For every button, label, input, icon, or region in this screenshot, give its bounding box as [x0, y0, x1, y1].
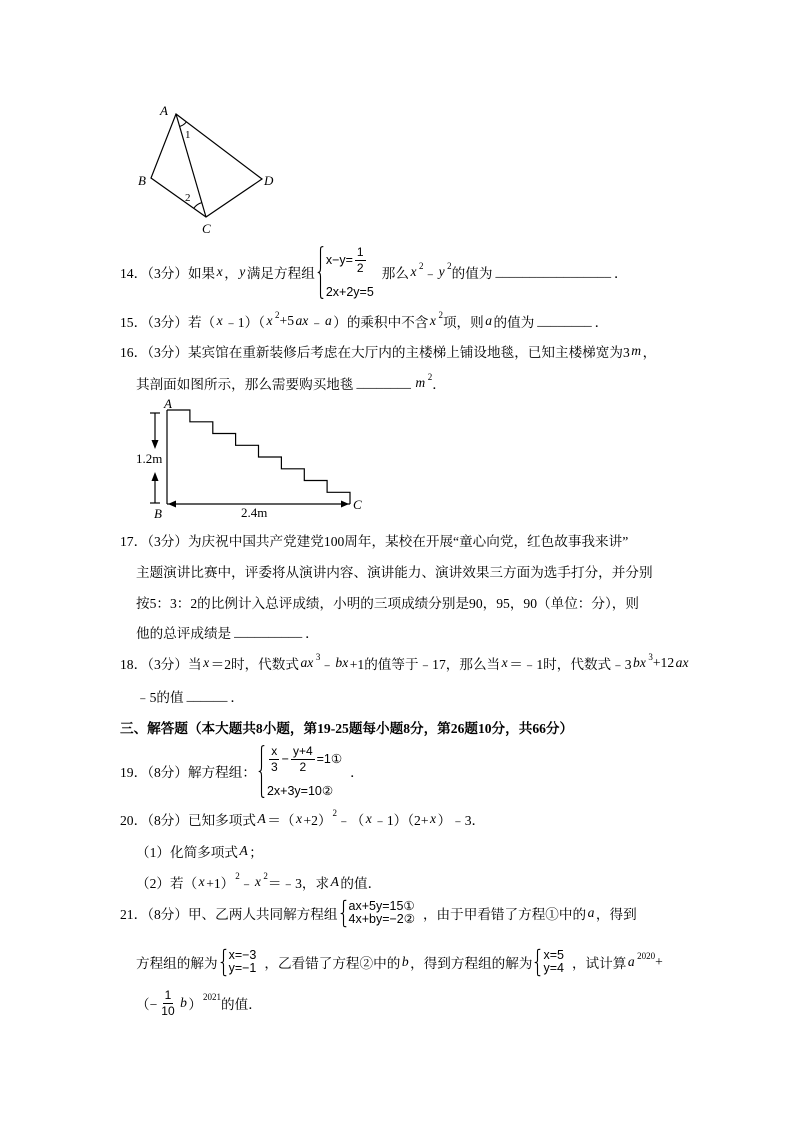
math-variable: x: [365, 811, 372, 826]
stair-steps: [167, 410, 350, 504]
text-run: ﹣5的值: [136, 690, 184, 705]
text-run: y=4: [543, 961, 564, 975]
question-17-line-4: [136, 622, 319, 642]
text-run: y=−1: [228, 961, 257, 975]
text-run: 20．（8分）已知多项式: [120, 813, 256, 828]
text-run: ＝（: [267, 813, 295, 828]
angle-1-arc: [180, 122, 187, 127]
angle-2-arc: [194, 203, 202, 209]
text-run: （−: [136, 997, 158, 1012]
vertex-label-b: B: [138, 173, 146, 188]
text-run: 21．（8分）甲、乙两人共同解方程组: [120, 907, 338, 922]
math-variable: x: [266, 313, 273, 328]
text-run: 18．（3分）当: [120, 657, 202, 672]
left-brace-shape: [220, 949, 227, 976]
text-run: x=5: [543, 947, 564, 962]
text-run: ﹣: [423, 266, 438, 281]
equation-row: [229, 949, 257, 963]
question-16-line-1: [120, 341, 656, 361]
text-run: ＝﹣1时，代数式﹣3: [509, 657, 632, 672]
text-run: +2）: [303, 813, 332, 828]
text-run: ﹣: [309, 315, 324, 330]
math-variable: ax: [300, 655, 314, 670]
math-variable: m: [631, 343, 642, 358]
left-brace-icon: [317, 246, 324, 299]
text-run: ．: [432, 377, 446, 392]
equation-row: [349, 900, 415, 914]
question-20-part-2: [136, 872, 381, 892]
answer-blank: ________: [537, 313, 592, 328]
text-run: ．: [305, 626, 319, 641]
fraction: [355, 246, 366, 275]
stairs-width-label: 2.4m: [241, 505, 268, 520]
fraction-denominator: 2: [356, 260, 364, 275]
math-variable: x: [429, 313, 436, 328]
math-variable: ax: [675, 655, 689, 670]
left-brace-path: [340, 900, 346, 926]
text-run: 按5：3：2的比例计入总评成绩，小明的三项成绩分别是90，95，90（单位：分），则: [136, 596, 639, 611]
left-brace-icon: [220, 949, 227, 976]
staircase-figure: [130, 392, 370, 524]
diagonal-ac: [176, 114, 206, 217]
equation-row: [229, 962, 257, 976]
equation-system: [258, 745, 342, 798]
question-18-line-1: [120, 653, 690, 673]
vertex-label-c: C: [202, 221, 211, 236]
math-variable: x: [430, 811, 437, 826]
text-run: 15．（3分）若（: [120, 315, 216, 330]
fraction-denominator: 3: [270, 759, 278, 774]
quadrilateral-outline: [151, 114, 262, 217]
height-arrowhead-down: [152, 440, 159, 449]
left-brace-shape: [317, 246, 324, 299]
question-20-part-1: [136, 841, 263, 861]
answer-blank: _________________: [495, 264, 611, 279]
text-run: ﹣: [320, 657, 334, 672]
text-run: ．: [613, 266, 628, 281]
superscript: 3: [648, 652, 653, 662]
text-run: +12: [652, 655, 675, 670]
math-variable: x: [216, 264, 223, 279]
width-arrowhead-left: [168, 501, 176, 508]
text-run: =1①: [316, 752, 343, 766]
stairs-label-c: C: [353, 497, 362, 512]
text-run: 的值．: [340, 876, 382, 891]
left-brace-shape: [534, 949, 541, 976]
equation-rows: [543, 949, 564, 976]
text-run: x=−3: [228, 947, 257, 962]
text-run: ﹣: [239, 876, 254, 891]
vertex-label-a: A: [160, 103, 168, 118]
text-run: ．: [594, 315, 609, 330]
question-21-line-1: [120, 897, 637, 929]
equation-row: [326, 285, 374, 299]
text-run: ，试计算: [571, 956, 627, 971]
superscript: 2: [438, 310, 443, 320]
text-run: 他的总评成绩是: [136, 626, 232, 641]
equation-system: [220, 949, 257, 976]
fraction-denominator: 2: [299, 759, 307, 774]
text-run: 那么: [381, 266, 409, 281]
answer-blank: ______: [186, 688, 228, 703]
left-brace-path: [259, 745, 265, 797]
width-arrowhead-right: [341, 501, 349, 508]
text-run: 16．（3分）某宾馆在重新装修后考虑在大厅内的主楼梯上铺设地毯，已知主楼梯宽为3: [120, 345, 630, 360]
question-14-line-1: [120, 242, 628, 302]
text-run: （1）化简多项式: [136, 845, 238, 860]
text-run: （2）若（: [136, 876, 198, 891]
text-run: ）的乘积中不含: [333, 315, 429, 330]
math-variable: bx: [335, 655, 349, 670]
question-19-line-1: [120, 741, 364, 801]
text-run: ，得到: [595, 907, 637, 922]
text-run: ．: [350, 765, 364, 780]
fraction: [269, 745, 280, 774]
math-variable: y: [438, 264, 445, 279]
question-20-line-1: [120, 809, 485, 829]
text-run: ，: [224, 266, 238, 281]
superscript: 2: [447, 261, 452, 271]
math-variable: A: [330, 874, 339, 889]
question-17-line-1: [120, 530, 628, 550]
text-run: ，得到方程组的解为: [410, 956, 533, 971]
math-variable: x: [198, 874, 205, 889]
text-run: 2x+2y=5: [325, 284, 374, 299]
question-21-line-2: [136, 945, 663, 979]
text-run: ，由于甲看错了方程①中的: [422, 907, 587, 922]
text-run: +: [655, 954, 663, 969]
stairs-label-b: B: [154, 506, 162, 521]
superscript: 2: [332, 808, 338, 818]
math-variable: a: [324, 313, 332, 328]
text-run: ax+5y=15①: [348, 898, 415, 913]
fraction-denominator: 10: [161, 1003, 175, 1018]
fraction-numerator: 1: [356, 244, 364, 259]
fraction: [291, 745, 315, 774]
equation-rows: [229, 949, 257, 976]
text-run: 方程组的解为: [136, 956, 218, 971]
text-run: 的值为: [493, 315, 535, 330]
text-run: 项，则: [442, 315, 484, 330]
text-run: ＝﹣3，求: [267, 876, 330, 891]
equation-rows: [326, 246, 374, 299]
superscript: 2020: [637, 951, 656, 961]
left-brace-shape: [340, 900, 347, 927]
text-run: ﹣1）（: [224, 315, 265, 330]
left-brace-path: [220, 949, 226, 975]
math-variable: x: [216, 313, 223, 328]
superscript: 2021: [203, 992, 222, 1002]
math-variable: a: [627, 954, 635, 969]
math-variable: A: [239, 843, 248, 858]
equation-rows: [267, 745, 342, 798]
text-run: +1的值等于﹣17，那么当: [349, 657, 501, 672]
stairs-height-label: 1.2m: [136, 451, 163, 466]
superscript: 2: [427, 372, 433, 382]
text-run: ）: [188, 997, 203, 1012]
stairs-label-a: A: [164, 396, 172, 411]
section-heading: 三、解答题（本大题共8小题，第19-25题每小题8分，第26题10分，共66分）: [120, 721, 574, 736]
superscript: 2: [235, 871, 240, 881]
text-run: 其剖面如图所示，那么需要购买地毯: [136, 377, 354, 392]
math-variable: x: [410, 264, 417, 279]
left-brace-path: [318, 246, 324, 298]
equation-row: [326, 246, 374, 275]
text-run: +5: [279, 313, 294, 328]
left-brace-shape: [258, 745, 265, 798]
left-brace-path: [535, 949, 541, 975]
superscript: 2: [263, 871, 268, 881]
text-run: 的值为: [451, 266, 493, 281]
text-run: ）﹣3．: [437, 813, 486, 828]
left-brace-icon: [258, 745, 265, 798]
superscript: 3: [315, 652, 321, 662]
equation-row: [267, 784, 342, 798]
math-variable: y: [239, 264, 246, 279]
fraction-numerator: y+4: [292, 743, 313, 758]
question-21-line-3: [136, 988, 262, 1018]
equation-row: [267, 745, 342, 774]
question-17-line-3: [136, 592, 639, 612]
text-run: x−y=: [325, 253, 353, 267]
math-variable: bx: [633, 655, 646, 670]
equation-rows: [349, 900, 415, 927]
answer-blank: __________: [234, 624, 303, 639]
math-variable: ax: [295, 313, 309, 328]
question-18-line-2: [136, 686, 244, 706]
math-variable: b: [180, 995, 187, 1010]
left-brace-icon: [534, 949, 541, 976]
text-run: ；: [249, 845, 263, 860]
vertex-label-d: D: [264, 173, 274, 188]
answer-blank: ________: [356, 375, 411, 390]
fraction-numerator: x: [271, 743, 278, 758]
left-brace-icon: [340, 900, 347, 927]
math-variable: a: [587, 905, 595, 920]
text-run: 19．（8分）解方程组：: [120, 765, 256, 780]
text-run: ，乙看错了方程②中的: [264, 956, 401, 971]
text-run: 2x+3y=10②: [266, 783, 334, 798]
text-run: 主题演讲比赛中，评委将从演讲内容、演讲能力、演讲效果三方面为选手打分，并分别: [136, 565, 653, 580]
superscript: 2: [275, 310, 280, 320]
text-run: 4x+by=−2②: [348, 912, 415, 926]
question-17-line-2: [136, 561, 653, 581]
angle-2-label: 2: [185, 192, 191, 204]
equation-row: [349, 913, 415, 927]
math-variable: m: [415, 375, 426, 390]
math-variable: x: [501, 655, 508, 670]
question-15-line-1: [120, 311, 608, 331]
text-run: −: [281, 752, 289, 766]
math-variable: a: [485, 313, 493, 328]
math-variable: b: [401, 954, 409, 969]
text-run: ﹣（: [337, 813, 365, 828]
height-arrowhead-up: [152, 472, 159, 481]
equation-row: [543, 962, 564, 976]
question-16-line-2: [136, 373, 446, 393]
fraction-numerator: 1: [164, 987, 172, 1002]
text-run: ﹣1）（2+: [373, 813, 429, 828]
superscript: 2: [419, 261, 424, 271]
math-variable: x: [295, 811, 302, 826]
equation-system: [534, 949, 564, 976]
equation-system: [340, 900, 415, 927]
equation-system: [317, 246, 374, 299]
math-variable: A: [257, 811, 266, 826]
text-run: 17．（3分）为庆祝中国共产党建党100周年，某校在开展“童心向党，红色故事我来讲”: [120, 534, 629, 549]
equation-row: [543, 949, 564, 963]
math-variable: x: [254, 874, 261, 889]
fraction: [159, 989, 176, 1018]
text-run: ＝2时，代数式: [210, 657, 299, 672]
text-run: ，: [642, 345, 657, 360]
quadrilateral-figure: [130, 100, 290, 240]
angle-1-label: 1: [185, 129, 191, 141]
text-run: 14．（3分）如果: [120, 266, 216, 281]
text-run: 满足方程组: [246, 266, 315, 281]
text-run: 的值．: [221, 997, 262, 1012]
text-run: ．: [230, 690, 244, 705]
math-variable: x: [203, 655, 210, 670]
text-run: +1）: [206, 876, 235, 891]
